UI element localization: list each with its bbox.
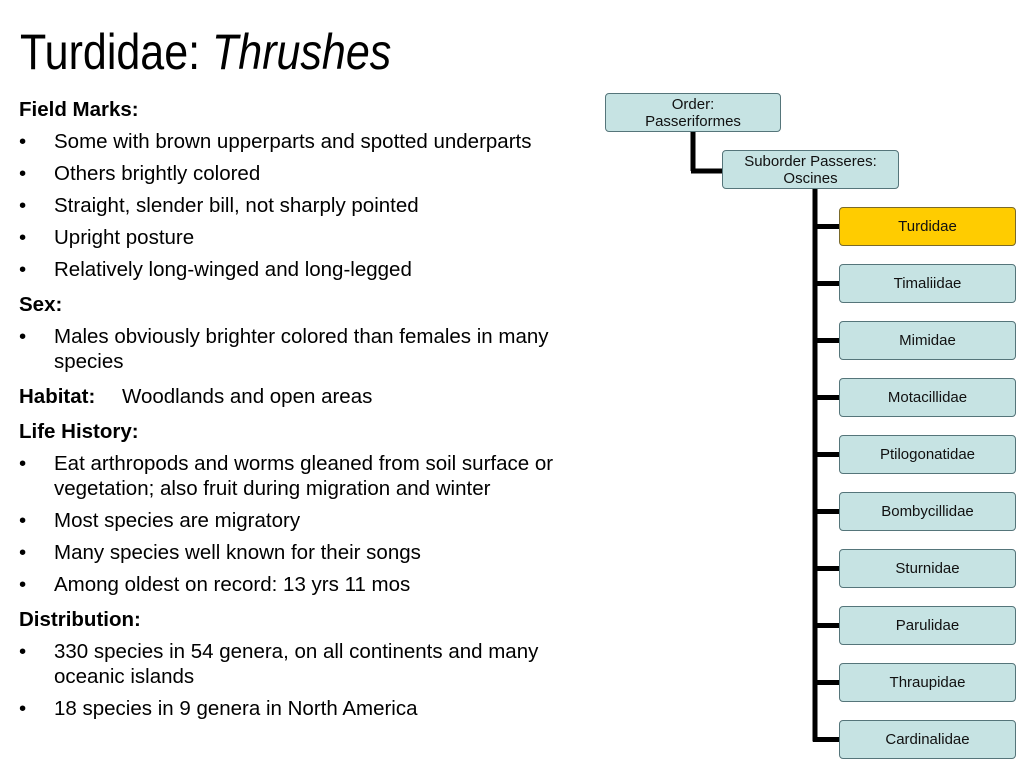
life-history-item: • Eat arthropods and worms gleaned from soil surface or vegetation; also fruit during migration and winter xyxy=(19,451,579,501)
family-box-turdidae xyxy=(839,207,1016,246)
family-name: Thraupidae xyxy=(889,674,966,691)
order-label: Order: xyxy=(671,95,715,113)
life-history-item: • Among oldest on record: 13 yrs 11 mos xyxy=(19,572,579,597)
suborder-label: Suborder Passeres: xyxy=(744,152,877,170)
life-history-item: • Most species are migratory xyxy=(19,508,579,533)
distribution-heading: Distribution: xyxy=(19,608,141,631)
distribution-item: • 18 species in 9 genera in North America xyxy=(19,696,579,721)
habitat-heading: Habitat: xyxy=(19,385,96,408)
family-box-parulidae xyxy=(839,606,1016,645)
field-mark-item: • Upright posture xyxy=(19,225,579,250)
family-name: Bombycillidae xyxy=(881,503,974,520)
family-name: Turdidae xyxy=(898,218,957,235)
suborder-name: Oscines xyxy=(783,169,838,187)
distribution-item: • 330 species in 54 genera, on all continents and many oceanic islands xyxy=(19,639,579,689)
sex-item: • Males obviously brighter colored than females in many species xyxy=(19,324,579,374)
family-name: Mimidae xyxy=(899,332,956,349)
family-box-sturnidae xyxy=(839,549,1016,588)
family-name: Motacillidae xyxy=(887,389,968,406)
family-box-thraupidae xyxy=(839,663,1016,702)
family-name: Ptilogonatidae xyxy=(879,446,976,463)
life-history-heading: Life History: xyxy=(19,420,139,443)
habitat-value: Woodlands and open areas xyxy=(122,385,373,408)
field-mark-item: • Others brightly colored xyxy=(19,161,579,186)
life-history-item: • Many species well known for their songs xyxy=(19,540,579,565)
field-mark-item: • Relatively long-winged and long-legged xyxy=(19,257,579,282)
family-box-cardinalidae xyxy=(839,720,1016,759)
sex-heading: Sex: xyxy=(19,293,63,316)
family-box-ptilogonatidae xyxy=(839,435,1016,474)
title-family: Turdidae: xyxy=(20,24,201,80)
family-box-bombycillidae xyxy=(839,492,1016,531)
field-mark-item: • Straight, slender bill, not sharply pointed xyxy=(19,193,579,218)
family-name: Timaliidae xyxy=(893,275,962,292)
order-name: Passeriformes xyxy=(645,112,741,130)
order-box xyxy=(605,93,781,132)
family-name: Parulidae xyxy=(895,617,960,634)
suborder-box xyxy=(722,150,899,189)
field-marks-heading: Field Marks: xyxy=(19,98,139,121)
family-name: Sturnidae xyxy=(895,560,960,577)
title-common-name: Thrushes xyxy=(212,24,392,80)
family-box-motacillidae xyxy=(839,378,1016,417)
field-mark-item: • Some with brown upperparts and spotted underparts xyxy=(19,129,579,154)
family-name: Cardinalidae xyxy=(885,731,970,748)
family-box-timaliidae xyxy=(839,264,1016,303)
family-box-mimidae xyxy=(839,321,1016,360)
